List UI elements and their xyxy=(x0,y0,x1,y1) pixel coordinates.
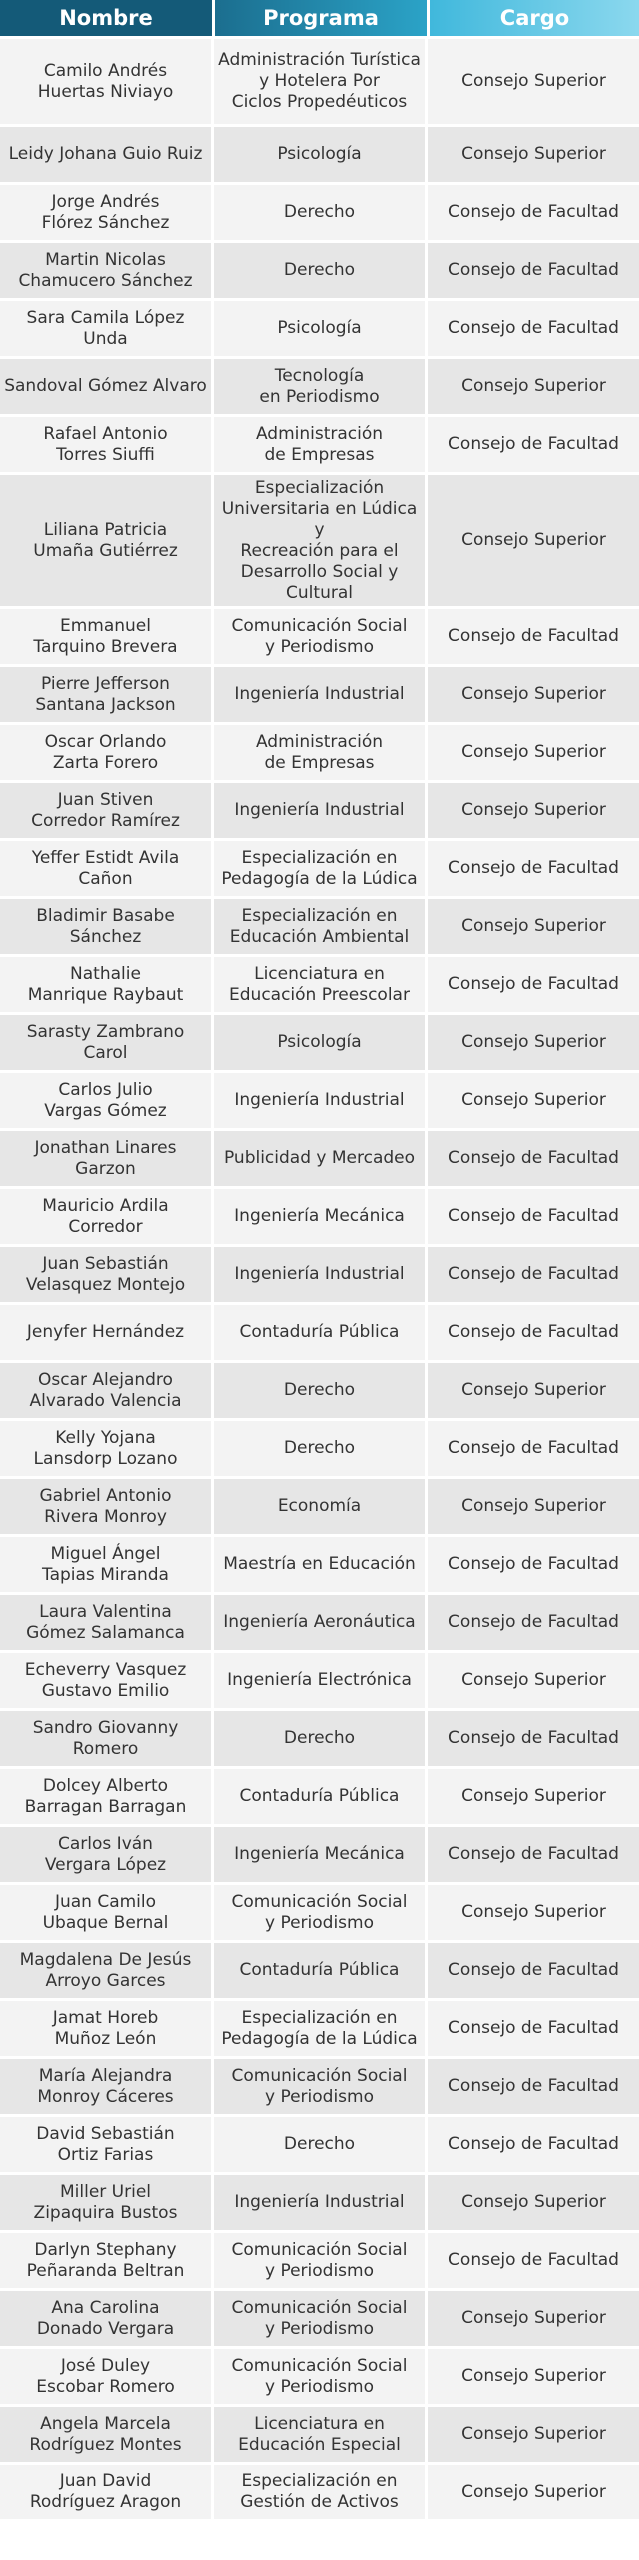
cell-cargo: Consejo Superior xyxy=(428,39,639,124)
cell-programa: Derecho xyxy=(214,1421,425,1476)
cell-nombre: José Duley Escobar Romero xyxy=(0,2349,211,2404)
cell-cargo: Consejo de Facultad xyxy=(428,1421,639,1476)
table-row xyxy=(0,1479,639,1534)
cell-programa: Derecho xyxy=(214,1363,425,1418)
cell-cargo: Consejo de Facultad xyxy=(428,1595,639,1650)
cell-nombre: Martin Nicolas Chamucero Sánchez xyxy=(0,243,211,298)
cell-programa: Comunicación Social y Periodismo xyxy=(214,1885,425,1940)
cell-cargo: Consejo de Facultad xyxy=(428,1711,639,1766)
cell-programa: Administración Turística y Hotelera Por Ciclos Propedéuticos xyxy=(214,39,425,124)
cell-nombre: Jamat Horeb Muñoz León xyxy=(0,2001,211,2056)
cell-cargo: Consejo Superior xyxy=(428,1015,639,1070)
table-row xyxy=(0,1247,639,1302)
cell-nombre: Kelly Yojana Lansdorp Lozano xyxy=(0,1421,211,1476)
cell-nombre: David Sebastián Ortiz Farias xyxy=(0,2117,211,2172)
cell-cargo: Consejo Superior xyxy=(428,127,639,182)
table-row xyxy=(0,957,639,1012)
table-row xyxy=(0,475,639,606)
cell-nombre: Yeffer Estidt Avila Cañon xyxy=(0,841,211,896)
cell-nombre: Liliana Patricia Umaña Gutiérrez xyxy=(0,475,211,606)
cell-programa: Derecho xyxy=(214,1711,425,1766)
table-row xyxy=(0,2001,639,2056)
cell-cargo: Consejo Superior xyxy=(428,899,639,954)
cell-nombre: Jonathan Linares Garzon xyxy=(0,1131,211,1186)
cell-cargo: Consejo de Facultad xyxy=(428,1305,639,1360)
cell-programa: Especialización en Gestión de Activos xyxy=(214,2465,425,2519)
header-nombre: Nombre xyxy=(0,0,212,36)
cell-programa: Ingeniería Industrial xyxy=(214,1247,425,1302)
cell-nombre: Oscar Alejandro Alvarado Valencia xyxy=(0,1363,211,1418)
cell-nombre: Mauricio Ardila Corredor xyxy=(0,1189,211,1244)
cell-cargo: Consejo Superior xyxy=(428,359,639,414)
cell-cargo: Consejo Superior xyxy=(428,1769,639,1824)
cell-cargo: Consejo de Facultad xyxy=(428,2001,639,2056)
table-row xyxy=(0,1073,639,1128)
table-row xyxy=(0,1711,639,1766)
cell-nombre: Leidy Johana Guio Ruiz xyxy=(0,127,211,182)
cell-programa: Derecho xyxy=(214,243,425,298)
table-row xyxy=(0,301,639,356)
cell-nombre: María Alejandra Monroy Cáceres xyxy=(0,2059,211,2114)
cell-programa: Ingeniería Industrial xyxy=(214,783,425,838)
cell-cargo: Consejo de Facultad xyxy=(428,1827,639,1882)
cell-programa: Psicología xyxy=(214,301,425,356)
cell-nombre: Carlos Julio Vargas Gómez xyxy=(0,1073,211,1128)
cell-nombre: Oscar Orlando Zarta Forero xyxy=(0,725,211,780)
cell-cargo: Consejo Superior xyxy=(428,1363,639,1418)
cell-programa: Administración de Empresas xyxy=(214,417,425,472)
cell-cargo: Consejo de Facultad xyxy=(428,1943,639,1998)
table-row xyxy=(0,1421,639,1476)
cell-programa: Ingeniería Electrónica xyxy=(214,1653,425,1708)
cell-cargo: Consejo de Facultad xyxy=(428,2059,639,2114)
cell-programa: Maestría en Educación xyxy=(214,1537,425,1592)
table-row xyxy=(0,1885,639,1940)
cell-nombre: Sara Camila López Unda xyxy=(0,301,211,356)
cell-nombre: Sandro Giovanny Romero xyxy=(0,1711,211,1766)
cell-programa: Contaduría Pública xyxy=(214,1769,425,1824)
cell-programa: Tecnología en Periodismo xyxy=(214,359,425,414)
cell-nombre: Nathalie Manrique Raybaut xyxy=(0,957,211,1012)
cell-programa: Psicología xyxy=(214,1015,425,1070)
cell-programa: Especialización Universitaria en Lúdica y Recreación para el Desarrollo Social y Cultural xyxy=(214,475,425,606)
cell-programa: Publicidad y Mercadeo xyxy=(214,1131,425,1186)
cell-programa: Comunicación Social y Periodismo xyxy=(214,2233,425,2288)
table-row xyxy=(0,39,639,124)
cell-nombre: Dolcey Alberto Barragan Barragan xyxy=(0,1769,211,1824)
cell-nombre: Laura Valentina Gómez Salamanca xyxy=(0,1595,211,1650)
cell-cargo: Consejo de Facultad xyxy=(428,243,639,298)
cell-cargo: Consejo de Facultad xyxy=(428,417,639,472)
cell-cargo: Consejo de Facultad xyxy=(428,1131,639,1186)
cell-cargo: Consejo de Facultad xyxy=(428,1189,639,1244)
cell-cargo: Consejo Superior xyxy=(428,1479,639,1534)
cell-cargo: Consejo de Facultad xyxy=(428,609,639,664)
table-row xyxy=(0,667,639,722)
cell-cargo: Consejo de Facultad xyxy=(428,2233,639,2288)
table-row xyxy=(0,1595,639,1650)
table-row xyxy=(0,1189,639,1244)
table-row xyxy=(0,2349,639,2404)
cell-cargo: Consejo de Facultad xyxy=(428,957,639,1012)
cell-cargo: Consejo de Facultad xyxy=(428,185,639,240)
cell-nombre: Ana Carolina Donado Vergara xyxy=(0,2291,211,2346)
cell-nombre: Gabriel Antonio Rivera Monroy xyxy=(0,1479,211,1534)
cell-nombre: Jenyfer Hernández xyxy=(0,1305,211,1360)
table-row xyxy=(0,127,639,182)
table-row xyxy=(0,1537,639,1592)
table-row xyxy=(0,1015,639,1070)
table-row xyxy=(0,1943,639,1998)
cell-programa: Comunicación Social y Periodismo xyxy=(214,2291,425,2346)
cell-nombre: Camilo Andrés Huertas Niviayo xyxy=(0,39,211,124)
cell-programa: Comunicación Social y Periodismo xyxy=(214,2059,425,2114)
cell-cargo: Consejo Superior xyxy=(428,2291,639,2346)
cell-nombre: Rafael Antonio Torres Siuffi xyxy=(0,417,211,472)
table-row xyxy=(0,2233,639,2288)
cell-nombre: Magdalena De Jesús Arroyo Garces xyxy=(0,1943,211,1998)
cell-cargo: Consejo de Facultad xyxy=(428,301,639,356)
table-row xyxy=(0,2291,639,2346)
cell-programa: Contaduría Pública xyxy=(214,1305,425,1360)
cell-programa: Ingeniería Mecánica xyxy=(214,1827,425,1882)
cell-nombre: Sarasty Zambrano Carol xyxy=(0,1015,211,1070)
table-row xyxy=(0,1305,639,1360)
cell-programa: Ingeniería Aeronáutica xyxy=(214,1595,425,1650)
cell-nombre: Darlyn Stephany Peñaranda Beltran xyxy=(0,2233,211,2288)
cell-programa: Derecho xyxy=(214,185,425,240)
cell-nombre: Jorge Andrés Flórez Sánchez xyxy=(0,185,211,240)
cell-programa: Ingeniería Industrial xyxy=(214,1073,425,1128)
cell-nombre: Carlos Iván Vergara López xyxy=(0,1827,211,1882)
cell-nombre: Miller Uriel Zipaquira Bustos xyxy=(0,2175,211,2230)
cell-programa: Ingeniería Industrial xyxy=(214,667,425,722)
cell-nombre: Angela Marcela Rodríguez Montes xyxy=(0,2407,211,2462)
cell-cargo: Consejo Superior xyxy=(428,2465,639,2519)
cell-programa: Psicología xyxy=(214,127,425,182)
table-row xyxy=(0,2059,639,2114)
cell-programa: Comunicación Social y Periodismo xyxy=(214,2349,425,2404)
cell-cargo: Consejo Superior xyxy=(428,1653,639,1708)
cell-programa: Economía xyxy=(214,1479,425,1534)
cell-nombre: Juan Camilo Ubaque Bernal xyxy=(0,1885,211,1940)
cell-cargo: Consejo Superior xyxy=(428,667,639,722)
table-row xyxy=(0,1131,639,1186)
cell-programa: Especialización en Pedagogía de la Lúdica xyxy=(214,2001,425,2056)
table-row xyxy=(0,417,639,472)
table-row xyxy=(0,1827,639,1882)
cell-programa: Ingeniería Industrial xyxy=(214,2175,425,2230)
cell-cargo: Consejo Superior xyxy=(428,1073,639,1128)
cell-nombre: Pierre Jefferson Santana Jackson xyxy=(0,667,211,722)
cell-cargo: Consejo Superior xyxy=(428,2175,639,2230)
table-row xyxy=(0,609,639,664)
cell-programa: Administración de Empresas xyxy=(214,725,425,780)
cell-cargo: Consejo de Facultad xyxy=(428,841,639,896)
cell-cargo: Consejo de Facultad xyxy=(428,2117,639,2172)
table-row xyxy=(0,2117,639,2172)
cell-cargo: Consejo Superior xyxy=(428,2349,639,2404)
cell-nombre: Juan David Rodríguez Aragon xyxy=(0,2465,211,2519)
table-body xyxy=(0,39,639,2519)
table-row xyxy=(0,725,639,780)
table-row xyxy=(0,1653,639,1708)
cell-programa: Ingeniería Mecánica xyxy=(214,1189,425,1244)
cell-cargo: Consejo Superior xyxy=(428,475,639,606)
cell-programa: Licenciatura en Educación Especial xyxy=(214,2407,425,2462)
header-cargo: Cargo xyxy=(430,0,639,36)
table-row xyxy=(0,1769,639,1824)
cell-nombre: Juan Sebastián Velasquez Montejo xyxy=(0,1247,211,1302)
table-row xyxy=(0,243,639,298)
table-row xyxy=(0,359,639,414)
table-header xyxy=(0,0,639,36)
cell-cargo: Consejo de Facultad xyxy=(428,1537,639,1592)
table-row xyxy=(0,2407,639,2462)
cell-cargo: Consejo Superior xyxy=(428,783,639,838)
table-row xyxy=(0,2175,639,2230)
cell-programa: Especialización en Educación Ambiental xyxy=(214,899,425,954)
table-row xyxy=(0,841,639,896)
cell-nombre: Echeverry Vasquez Gustavo Emilio xyxy=(0,1653,211,1708)
cell-nombre: Emmanuel Tarquino Brevera xyxy=(0,609,211,664)
cell-cargo: Consejo Superior xyxy=(428,725,639,780)
cell-nombre: Miguel Ángel Tapias Miranda xyxy=(0,1537,211,1592)
table-row xyxy=(0,1363,639,1418)
header-programa: Programa xyxy=(215,0,427,36)
cell-programa: Especialización en Pedagogía de la Lúdica xyxy=(214,841,425,896)
cell-cargo: Consejo de Facultad xyxy=(428,1247,639,1302)
cell-cargo: Consejo Superior xyxy=(428,2407,639,2462)
table-row xyxy=(0,899,639,954)
table-row xyxy=(0,185,639,240)
cell-nombre: Sandoval Gómez Alvaro xyxy=(0,359,211,414)
cell-programa: Contaduría Pública xyxy=(214,1943,425,1998)
cell-programa: Derecho xyxy=(214,2117,425,2172)
table-row xyxy=(0,2465,639,2519)
table-row xyxy=(0,783,639,838)
cell-programa: Licenciatura en Educación Preescolar xyxy=(214,957,425,1012)
cell-nombre: Juan Stiven Corredor Ramírez xyxy=(0,783,211,838)
cell-cargo: Consejo Superior xyxy=(428,1885,639,1940)
cell-programa: Comunicación Social y Periodismo xyxy=(214,609,425,664)
cell-nombre: Bladimir Basabe Sánchez xyxy=(0,899,211,954)
